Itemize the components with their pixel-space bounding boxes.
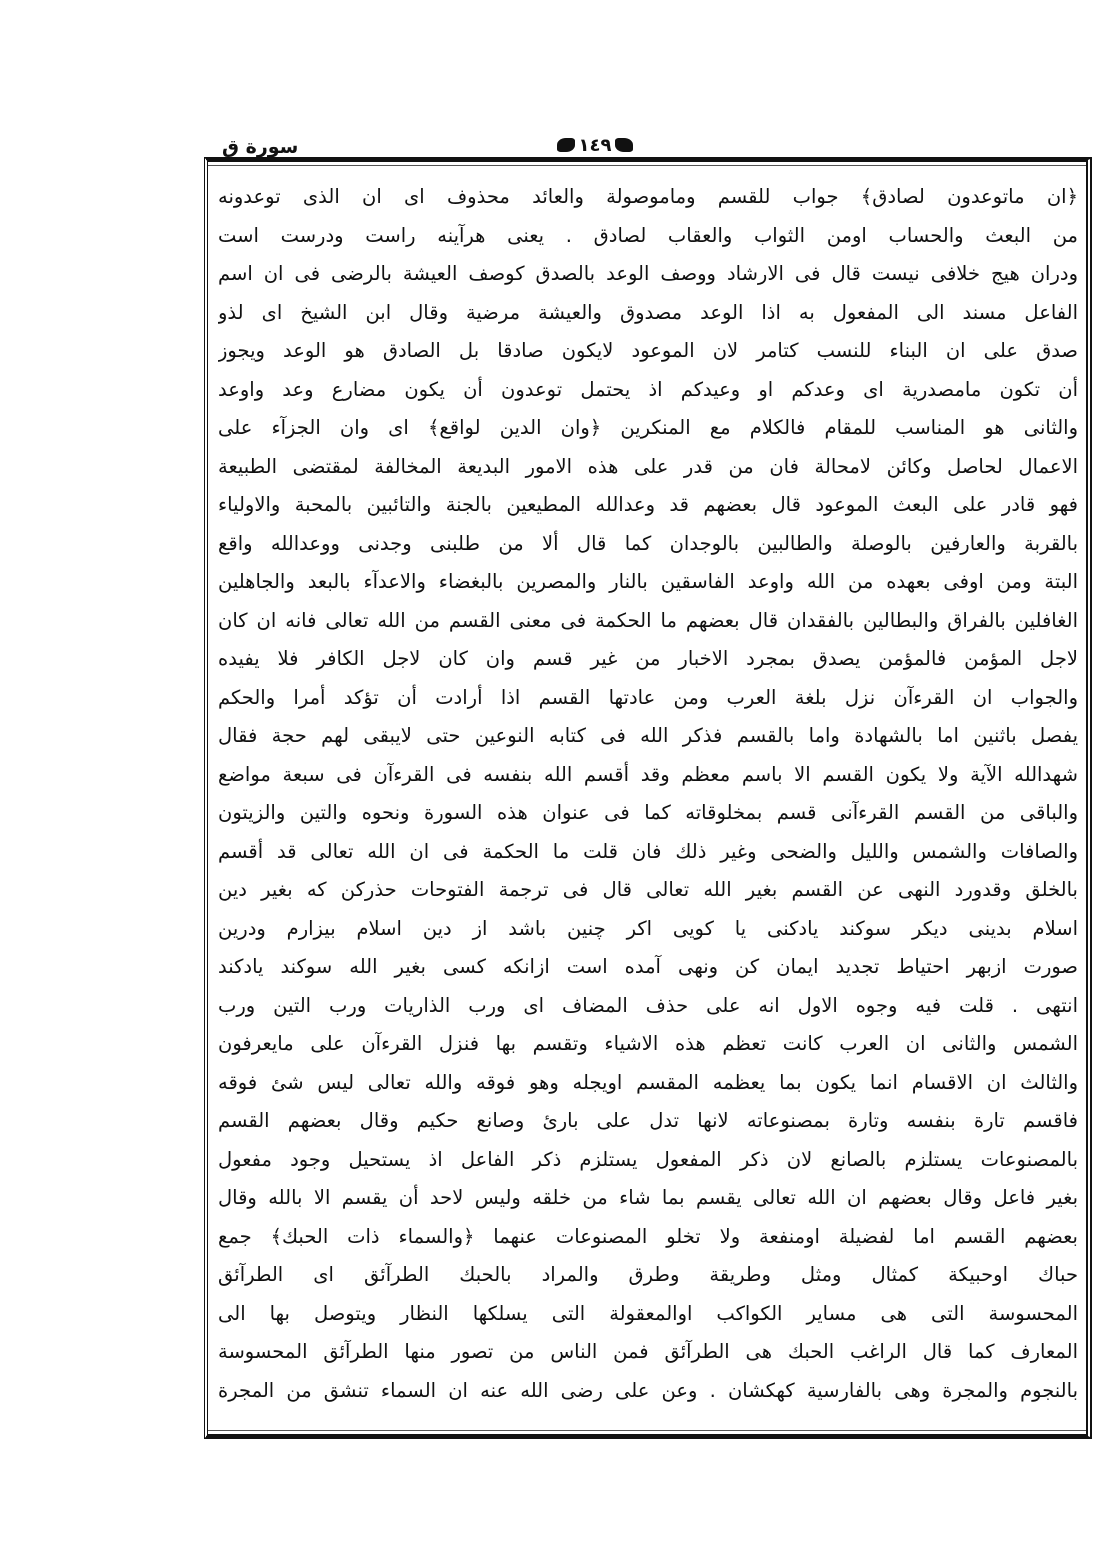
text-line: والثالث ان الاقسام انما يكون بما يعظمه المقسم اويجله وهو فوقه والله تعالى ليس شئ فوقه [218,1070,1078,1094]
text-line: والصافات والشمس والليل والضحى وغير ذلك فان قلت ما الحكمة فى ان الله تعالى قد أقسم [218,839,1078,863]
text-line: حباك اوحبيكة كمثال ومثل وطريقة وطرق والمراد بالحبك الطرآئق اى الطرآئق [218,1263,1078,1286]
frame-rule-top [208,165,1086,166]
page-number: ١٤٩ [578,134,612,156]
surah-title: سورة ق [222,136,299,158]
text-line: البتة ومن اوفى بعهده من الله واوعد الفاسقين بالنار والمصرين بالبغضاء والاعدآء بالبعد والجاهلين [218,570,1078,593]
text-line: ودران هيج خلافى نيست قال فى الارشاد ووصف الوعد بالصدق كوصف العيشة بالرضى فى ان اسم [218,262,1078,285]
page-number-ornament [540,130,650,160]
text-line: الفاعل مسند الى المفعول به اذا الوعد مصدوق والعيشة مرضية وقال ابن الشيخ اى لذو [218,300,1078,324]
ornament-left-icon [557,138,575,152]
text-line: اسلام بدينى ديكر سوكند يادكنى يا كويى اكر چنين باشد از دين اسلام بيزارم ودرين [218,916,1078,940]
text-line: يفصل باثنين اما بالشهادة واما بالقسم فذكر الله فى كتابه النوعين حتى لايبقى لهم حجة فقال [218,724,1078,747]
text-line: ﴿ان ماتوعدون لصادق﴾ جواب للقسم وماموصولة والعائد محذوف اى ان الذى توعدونه [218,185,1078,208]
text-line: الاعمال لحاصل وكائن لامحالة فان من قدر على هذه الامور البديعة المخالفة لمقتضى الطبيعة [218,454,1078,478]
text-line: شهدالله الآية ولا يكون القسم الا باسم معظم وقد أقسم الله بنفسه فى القرءآن فى سبعة مواضع [218,762,1078,786]
text-line: فاقسم تارة بنفسه وتارة بمصنوعاته لانها تدل على بارئ وصانع حكيم وقال بعضهم القسم [218,1109,1078,1132]
text-line: انتهى . قلت فيه وجوه الاول انه على حذف المضاف اى ورب الذاريات ورب التين ورب [218,993,1078,1017]
text-line: من البعث والحساب اومن الثواب والعقاب لصادق . يعنى هرآينه راست ودرست است [218,223,1078,247]
text-line: المحسوسة التى هى مساير الكواكب اوالمعقولة التى يسلكها النظار ويتوصل بها الى [218,1301,1078,1325]
text-line: بالنجوم والمجرة وهى بالفارسية كهكشان . وعن على رضى الله عنه ان السماء تنشق من المجرة [218,1378,1078,1402]
text-frame [204,157,1092,1439]
text-line: فهو قادر على البعث الموعود قال بعضهم قد وعدالله المطيعين بالجنة والتائبين بالمحبة والاولياء [218,493,1078,516]
text-line: الشمس والثانى ان العرب كانت تعظم هذه الاشياء وتقسم بها فنزل القرءآن على مايعرفون [218,1032,1078,1055]
text-line: بالقربة والعارفين بالوصلة والطالبين بالوجدان كما قال ألا من طلبنى وجدنى ووعدالله واقع [218,531,1078,555]
page-body [218,178,1078,1410]
text-line: والجواب ان القرءآن نزل بلغة العرب ومن عادتها القسم اذا أرادت أن تؤكد أمرا والحكم [218,685,1078,709]
text-line: والباقى من القسم القرءآنى قسم بمخلوقاته كما فى عنوان هذه السورة ونحوه والتين والزيتون [218,801,1078,824]
text-line: الغافلين بالفراق والبطالين بالفقدان قال بعضهم ما الحكمة فى معنى القسم من الله تعالى فانه ان كان [218,608,1078,632]
text-line: أن تكون مامصدرية اى وعدكم او وعيدكم اذ يحتمل توعدون أن يكون مضارع وعد واوعد [218,377,1078,401]
text-line: بالمصنوعات يستلزم بالصانع لان ذكر المفعول يستلزم ذكر الفاعل اذ يستحيل وجود مفعول [218,1147,1078,1171]
text-line: بغير فاعل وقال بعضهم ان الله تعالى يقسم بما شاء من خلقه وليس لاحد أن يقسم الا بالله وقال [218,1186,1078,1209]
text-line: بالخلق وقدورد النهى عن القسم بغير الله تعالى قال فى ترجمة الفتوحات حذركن كه بغير دين [218,878,1078,901]
text-line: صدق على ان البناء للنسب كتامر لان الموعود لايكون صادقا بل الصادق هو الوعد ويجوز [218,339,1078,362]
text-line: بعضهم القسم اما لفضيلة اومنفعة ولا تخلو المصنوعات عنهما ﴿والسماء ذات الحبك﴾ جمع [218,1224,1078,1248]
text-line: المعارف كما قال الراغب الحبك هى الطرآئق فمن الناس من تصور منها الطرآئق المحسوسة [218,1340,1078,1363]
ornament-right-icon [615,138,633,152]
text-line: لاجل المؤمن فالمؤمن يصدق بمجرد الاخبار من غير قسم وان كان لاجل الكافر فلا يفيده [218,647,1078,670]
text-line: والثانى هو المناسب للمقام فالكلام مع المنكرين ﴿وان الدين لواقع﴾ اى وان الجزآء على [218,416,1078,439]
frame-rule-bottom [208,1430,1086,1431]
text-line: صورت ازبهر احتياط تجديد ايمان كن ونهى آمده است ازانكه كسى بغير الله سوكند يادكند [218,955,1078,978]
